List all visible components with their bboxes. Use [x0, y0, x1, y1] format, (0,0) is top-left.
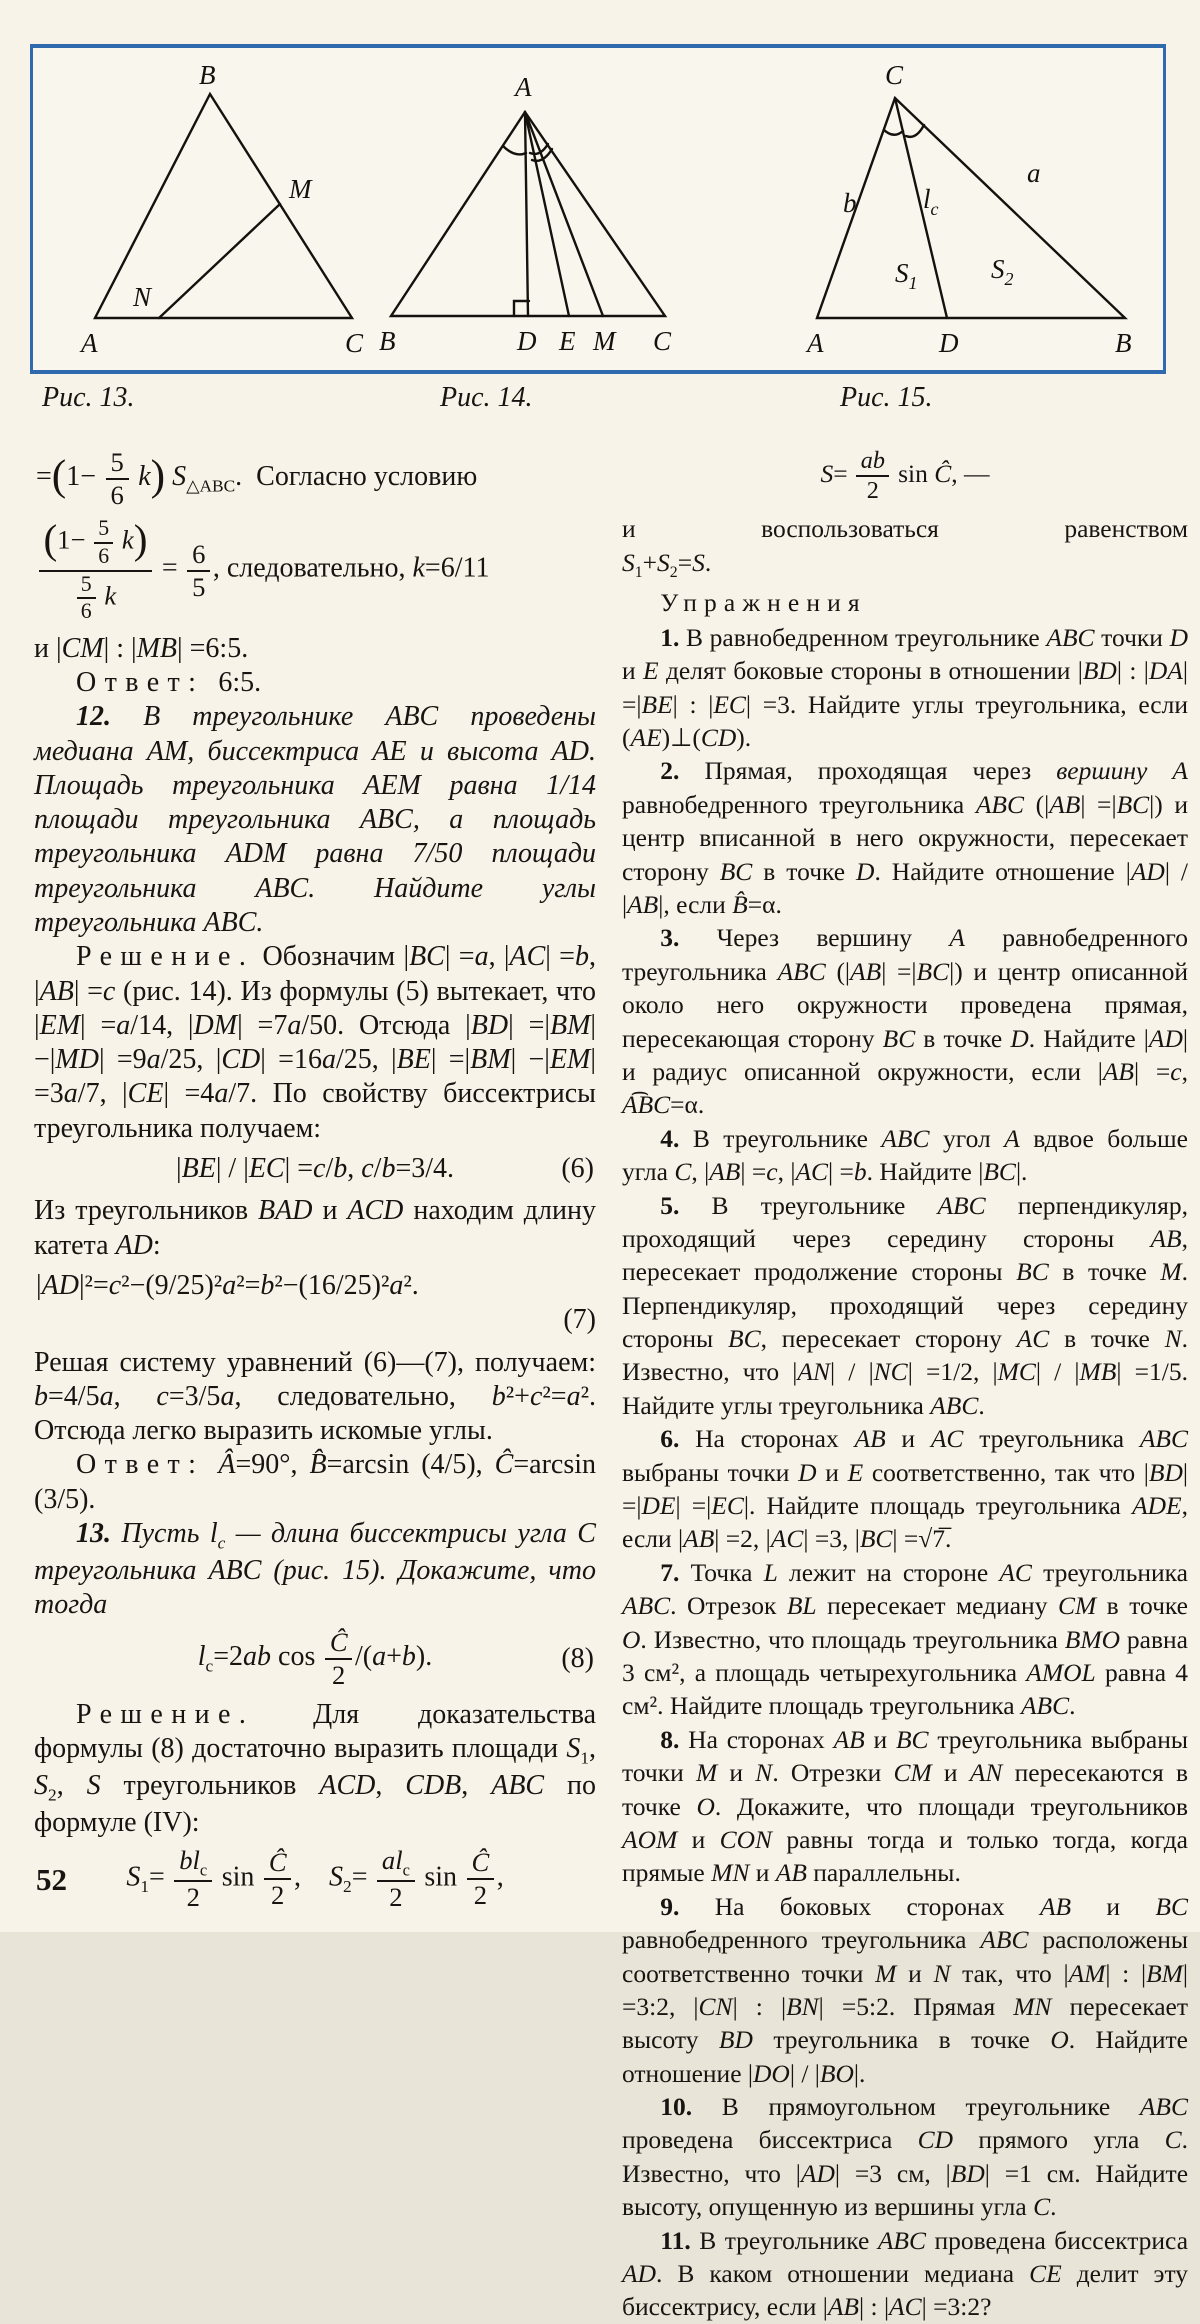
fig15-label-S1: $S_1$: [895, 258, 918, 293]
paragraph: и |CM| : |MB| =6:5.: [34, 632, 249, 664]
right-column: [622, 442, 1188, 2324]
figure-14-triangle: [353, 54, 683, 362]
fig15-angle-arc-left: [884, 130, 903, 135]
page-number: 52: [36, 1862, 67, 1897]
fig14-label-A: A: [515, 72, 532, 102]
fig13-segment-NM: [159, 204, 280, 318]
fig15-label-C: C: [885, 60, 904, 90]
fig14-label-B: B: [379, 326, 396, 356]
fig13-label-A: A: [81, 328, 98, 358]
display-formula: |AD|²=c²−(9/25)²a²=b²−(16/25)²a². (7): [36, 1269, 596, 1336]
display-formula: $l_c=2ab$ cos $\frac{Ĉ}{2}$ /(a+b). (8): [197, 1627, 594, 1691]
fig13-label-M: M: [289, 174, 312, 204]
fig14-label-M: M: [593, 326, 616, 356]
fig15-label-A: A: [807, 328, 824, 358]
left-column: [34, 442, 596, 2324]
fig15-triangle-outline: [817, 98, 1125, 318]
figure-13-triangle: [47, 56, 387, 364]
display-formula: (1− $\frac{5}{6}$ k) $\frac{5}{6}$ k = $\frac{6}{5}$ , следовательно, k=6/11: [34, 517, 596, 623]
display-formula: S= $\frac{ab}{2}$ sin Ĉ, —: [820, 447, 990, 505]
paragraph: 11. В треугольнике ABC проведена биссектриса AD. В каком отношении медиана CE делит эту биссектрису, если |AB| : |AC| =3:2?: [622, 2225, 1189, 2322]
figure-captions: [0, 382, 1200, 426]
paragraph: Решение. Для доказательства формулы (8) достаточно выразить площади $S_1$, $S_2$, S треугольников ACD, CDB, ABC по формуле (IV):: [34, 1698, 597, 1838]
fig15-label-B: B: [1115, 328, 1132, 358]
display-formula: |BE| / |EC| =c/b, c/b=3/4. (6): [175, 1153, 594, 1185]
paragraph: 3. Через вершину A равнобедренного треугольника ABC (|AB| =|BC|) и центр описанной около него окружности проведена прямая, пересекающая сторону BC в точке D. Найдите |AD| и радиус описанной окружности, если |AB| =c, A͡BC=α.: [622, 923, 1188, 1120]
paragraph: Из треугольников BAD и ACD находим длину катета AD:: [34, 1195, 596, 1261]
paragraph: 8. На сторонах AB и BC треугольника выбраны точки M и N. Отрезки CM и AN пересекаются в точке O. Докажите, что площади треугольников AOM и CON равны тогда и только тогда, когда прямые MN и AB параллельны.: [622, 1724, 1189, 1888]
paragraph: Решая систему уравнений (6)—(7), получаем: b=4/5a, c=3/5a, следовательно, b²+c²=a². Отсюда легко выразить искомые углы.: [34, 1346, 596, 1447]
fig14-label-D: D: [517, 326, 537, 356]
figure-box: [30, 44, 1166, 374]
fig14-label-E: E: [559, 326, 576, 356]
fig14-altitude-AD: [525, 112, 528, 316]
answer-line: Ответ: Â=90°, B̂=arcsin (4/5), Ĉ=arcsin (3/5).: [34, 1449, 596, 1515]
fig14-angle-arc-left: [503, 146, 526, 154]
paragraph: 1. В равнобедренном треугольнике ABC точки D и E делят боковые стороны в отношении |BD| : |DA| =|BE| : |EC| =3. Найдите углы треугольника, если (AE)⊥(CD).: [622, 622, 1188, 753]
paragraph: 12. В треугольнике ABC проведены медиана AM, биссектриса AE и высота AD. Площадь треугольника AEM равна 1/14 площади треугольника ABC, а площадь треугольника ADM равна 7/50 площади треугольника ABC. Найдите углы треугольника ABC.: [34, 701, 596, 938]
caption-fig-14: Рис. 14.: [440, 382, 533, 413]
paragraph: 13. Пусть $l_c$ — длина биссектрисы угла C треугольника ABC (рис. 15). Докажите, что тогда: [34, 1518, 596, 1621]
caption-fig-15: Рис. 15.: [840, 382, 933, 413]
caption-fig-13: Рис. 13.: [42, 382, 135, 413]
paragraph: 9. На боковых сторонах AB и BC равнобедренного треугольника ABC расположены соответственно точки M и N так, что |AM| : |BM| =3:2, |CN| : |BN| =5:2. Прямая MN пересекает высоту BD треугольника в точке O. Найдите отношение |DO| / |BO|.: [622, 1891, 1189, 2088]
fig15-angle-arc-right: [906, 125, 924, 137]
display-formula: $S_1=$ $\frac{bl_c}{2}$ sin $\frac{Ĉ}{2}$ , $S_2=$ $\frac{al_c}{2}$ sin $\frac{Ĉ}{2}$ ,: [126, 1845, 504, 1913]
figure-15-triangle: [795, 56, 1140, 364]
paragraph: 7. Точка L лежит на стороне AC треугольника ABC. Отрезок BL пересекает медиану CM в точке O. Известно, что площадь треугольника BMO равна 3 см², а площадь четырехугольника AMOL равна 4 см². Найдите площадь треугольника ABC.: [622, 1557, 1188, 1721]
fig15-label-lc: $l_c$: [923, 184, 939, 219]
answer-line: Ответ: 6:5.: [76, 666, 262, 698]
paragraph: 4. В треугольнике ABC угол A вдвое больше угла C, |AB| =c, |AC| =b. Найдите |BC|.: [622, 1123, 1188, 1187]
paragraph: и воспользоваться равенством $S_1+S_2=S$.: [622, 514, 1188, 581]
fig14-lines: [391, 112, 665, 316]
fig14-median-AM: [525, 112, 603, 316]
paragraph: 2. Прямая, проходящая через вершину A равнобедренного треугольника ABC (|AB| =|BC|) и центр вписанной в него окружности, пересекает сторону BC в точке D. Найдите отношение |AD| / |AB|, если B̂=α.: [622, 756, 1188, 920]
paragraph: 5. В треугольнике ABC перпендикуляр, проходящий через середину стороны AB, пересекает продолжение стороны BC в точке M. Перпендикуляр, проходящий через середину стороны BC, пересекает сторону AC в точке N. Известно, что |AN| / |NC| =1/2, |MC| / |MB| =1/5. Найдите углы треугольника ABC.: [622, 1190, 1189, 1420]
text-columns: [34, 442, 1188, 2324]
fig15-lines: [817, 98, 1125, 318]
display-formula: =(1− $\frac{5}{6}$ k) $S_{\triangle ABC}$. Согласно условию: [36, 447, 478, 510]
fig15-label-b: b: [843, 188, 857, 218]
fig13-label-B: B: [199, 60, 216, 90]
fig13-label-N: N: [133, 282, 152, 312]
paragraph: 6. На сторонах AB и AC треугольника ABC выбраны точки D и E соответственно, так что |BD| =|DE| =|EC|. Найдите площадь треугольника ADE, если |AB| =2, |AC| =3, |BC| =√7̅.: [622, 1424, 1189, 1554]
fig15-label-D: D: [939, 328, 959, 358]
fig13-label-C: C: [345, 328, 364, 358]
fig15-label-a: a: [1027, 158, 1041, 188]
fig15-label-S2: $S_2$: [991, 254, 1014, 289]
paragraph: 10. В прямоугольном треугольнике ABC проведена биссектриса CD прямого угла C. Известно, что |AD| =3 см, |BD| =1 см. Найдите высоту, опущенную из вершины угла C.: [622, 2092, 1189, 2222]
fig14-label-C: C: [653, 326, 672, 356]
section-heading: Упражнения: [660, 587, 867, 617]
paragraph: Решение. Обозначим |BC| =a, |AC| =b, |AB| =c (рис. 14). Из формулы (5) вытекает, что |EM| =a/14, |DM| =7a/50. Отсюда |BD| =|BM| −|MD| =9a/25, |CD| =16a/25, |BE| =|BM| −|EM| =3a/7, |CE| =4a/7. По свойству биссектрисы треугольника получаем:: [34, 941, 597, 1144]
